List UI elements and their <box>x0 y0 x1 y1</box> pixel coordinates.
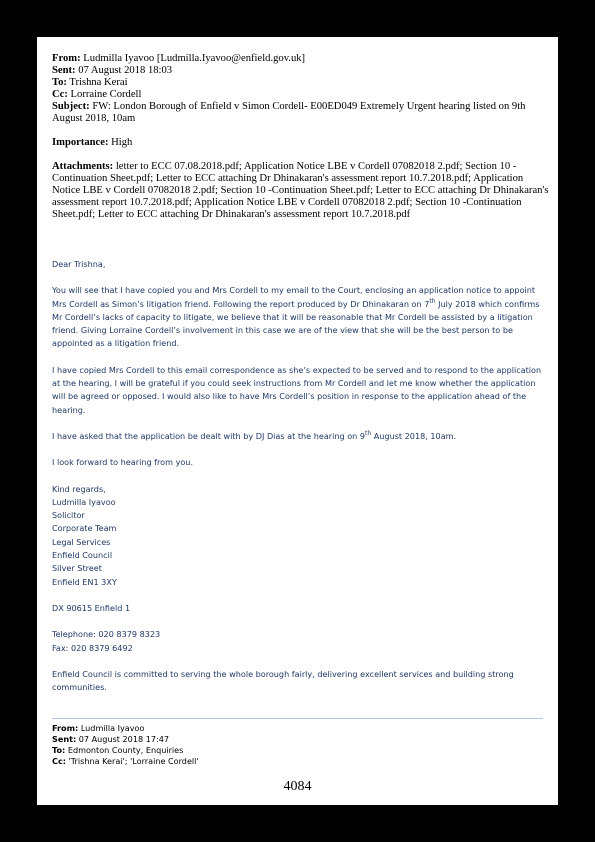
subject-value: FW: London Borough of Enfield v Simon Cordell- E00ED049 Extremely Urgent hearing listed on 9th August 2018, 10am <box>52 101 526 124</box>
signature-line: Solicitor <box>52 510 85 521</box>
paragraph-1-part-b: July 2018 which confirms Mr Cordell’s lacks of capacity to litigate, we believe that it will be reasonable that Mr Cordell be assisted by a litigation friend. Giving Lorraine Cordell’s involvement in this case we are of the view that she will be the best person to be appointed as a litigation friend. <box>52 298 540 349</box>
fwd-to-label: To: <box>52 745 66 755</box>
signature-block <box>52 483 547 589</box>
paragraph-3-part-b: August 2018, 10am. <box>371 430 457 441</box>
from-label: From: <box>52 53 81 64</box>
fwd-sent-value: 07 August 2018 17:47 <box>78 734 170 744</box>
paragraph-3 <box>52 430 547 443</box>
dx-address: DX 90615 Enfield 1 <box>52 602 131 613</box>
sent-label: Sent: <box>52 65 76 76</box>
sent-value: 07 August 2018 18:03 <box>78 65 173 76</box>
to-label: To: <box>52 77 67 88</box>
email-body <box>52 258 547 707</box>
signature-line: Enfield EN1 3XY <box>52 576 117 587</box>
signature-line: Legal Services <box>52 536 111 547</box>
divider-rule <box>52 718 543 719</box>
fwd-to-value: Edmonton County, Enquiries <box>67 745 184 755</box>
fwd-cc-value: 'Trishna Kerai'; 'Lorraine Cordell' <box>68 756 199 766</box>
cc-label: Cc: <box>52 89 68 100</box>
email-header <box>52 53 552 221</box>
greeting: Dear Trishna, <box>52 259 106 269</box>
cc-line <box>52 89 552 101</box>
page-number: 4084 <box>283 779 312 794</box>
signature-line: Silver Street <box>52 563 102 574</box>
fwd-from-label: From: <box>52 723 79 733</box>
superscript: th <box>429 297 436 305</box>
attachments-value: letter to ECC 07.08.2018.pdf; Application Notice LBE v Cordell 07082018 2.pdf; Section 10 -Continuation Sheet.pdf; Letter to ECC attaching Dr Dhinakaran's assessment report 10.7.2018.pdf; Application Notice LBE v Cordell 07082018 2.pdf; Section 10 -Continuation Sheet.pdf; Letter to ECC attaching Dr Dhinakaran's assessment report 10.7.2018.pdf; Application Notice LBE v Cordell 07082018 2.pdf; Section 10 -Continuation Sheet.pdf; Letter to ECC attaching Dr Dhinakaran's assessment report 10.7.2018.pdf <box>52 161 549 220</box>
paragraph-2: I have copied Mrs Cordell to this email correspondence as she’s expected to be served and to respond to the application at the hearing. I will be grateful if you could seek instructions from Mr Cordell and let me know whether the application will be agreed or opposed. I would also like to have Mrs Cordell’s position in response to the application ahead of the hearing. <box>52 364 542 415</box>
paragraph-4: I look forward to hearing from you. <box>52 457 194 468</box>
attachments-label: Attachments: <box>52 161 114 172</box>
fwd-cc-line <box>52 756 547 767</box>
from-line <box>52 53 552 65</box>
fwd-cc-label: Cc: <box>52 756 66 766</box>
forwarded-header <box>52 723 547 767</box>
paragraph-3-part-a: I have asked that the application be dealt with by DJ Dias at the hearing on 9 <box>52 430 366 441</box>
importance-label: Importance: <box>52 137 109 148</box>
council-statement: Enfield Council is committed to serving the whole borough fairly, delivering excellent services and building strong communities. <box>52 668 514 693</box>
superscript: th <box>365 429 372 437</box>
signature-line: Enfield Council <box>52 550 113 561</box>
subject-label: Subject: <box>52 101 90 112</box>
signature-line: Ludmilla Iyavoo <box>52 496 116 507</box>
to-line <box>52 77 552 89</box>
sent-line <box>52 65 552 77</box>
fwd-sent-line <box>52 734 547 745</box>
document-page <box>37 37 558 805</box>
telephone: Telephone: 020 8379 8323 <box>52 629 161 640</box>
importance-line <box>52 137 552 149</box>
fwd-sent-label: Sent: <box>52 734 77 744</box>
signature-line: Corporate Team <box>52 523 117 534</box>
paragraph-1-part-a: You will see that I have copied you and Mrs Cordell to my email to the Court, enclosing an application notice to appoint Mrs Cordell as Simon’s litigation friend. Following the report produced by Dr Dhinakaran on 7 <box>52 285 536 309</box>
signature-line: Kind regards, <box>52 483 106 494</box>
fax: Fax: 020 8379 6492 <box>52 642 133 653</box>
fwd-from-value: Ludmilla Iyavoo <box>80 723 145 733</box>
to-value: Trishna Kerai <box>69 77 128 88</box>
paragraph-1 <box>52 284 547 350</box>
subject-line <box>52 101 552 125</box>
importance-value: High <box>111 137 133 148</box>
from-value: Ludmilla Iyavoo [Ludmilla.Iyavoo@enfield.gov.uk] <box>83 53 306 64</box>
attachments-line <box>52 161 552 221</box>
fwd-from-line <box>52 723 547 734</box>
fwd-to-line <box>52 745 547 756</box>
cc-value: Lorraine Cordell <box>70 89 142 100</box>
